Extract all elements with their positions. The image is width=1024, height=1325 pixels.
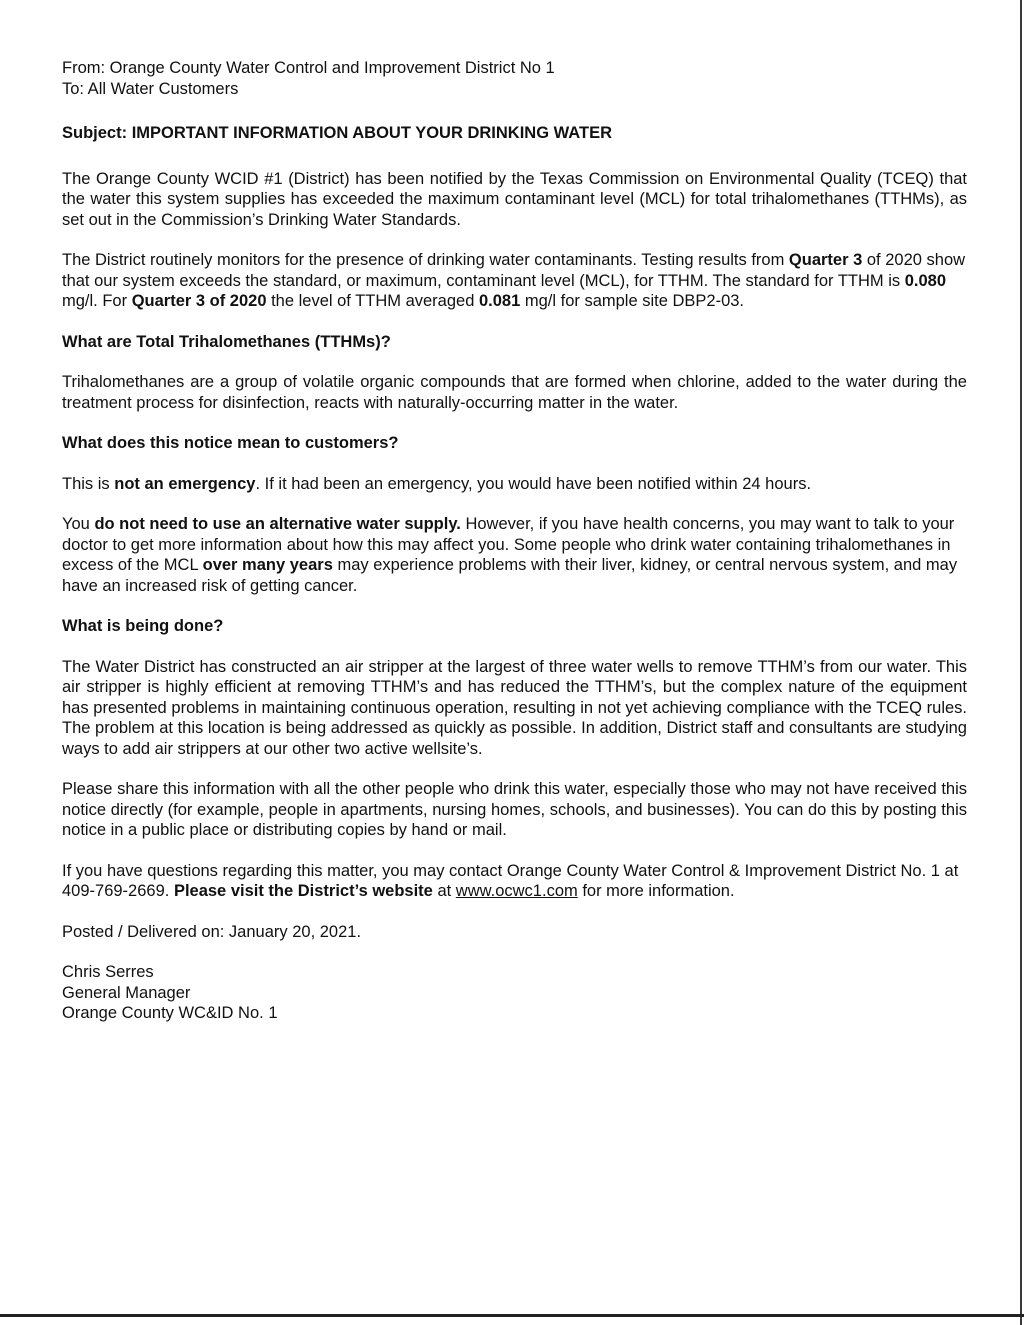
scan-edge-line [1020,0,1022,1325]
health-text-1: You [62,515,95,533]
testing-text-5: mg/l for sample site DBP2-03. [520,292,745,310]
notice-document [62,58,967,1024]
measured-value: 0.081 [478,292,521,310]
emergency-text-1: This is [62,474,115,493]
from-line: From: Orange County Water Control and Improvement District No 1 [62,59,555,77]
signature-block [62,962,967,1024]
signer-org: Orange County WC&ID No. 1 [62,1004,278,1022]
contact-paragraph [62,861,967,902]
to-line: To: All Water Customers [62,79,239,98]
contact-text-2: at [432,882,456,900]
not-emergency-emphasis: not an emergency [114,474,256,493]
posted-date: Posted / Delivered on: January 20, 2021. [62,922,362,941]
testing-text-3: mg/l. For [62,292,132,310]
standard-value: 0.080 [904,271,947,290]
heading-being-done: What is being done? [62,617,224,635]
intro-paragraph: The Orange County WCID #1 (District) has been notified by the Texas Commission on Environmental Quality (TCEQ) that the water this system supplies has exceeded the maximum contaminant level (MCL) for total trihalomethanes (TTHMs), as set out in the Commission’s Drinking Water Standards. [62,169,967,229]
contact-text-3: for more information. [577,882,735,900]
subject-label: Subject: [62,124,128,142]
signer-title: General Manager [62,983,191,1002]
tthm-paragraph: Trihalomethanes are a group of volatile organic compounds that are formed when chlorine, added to the water during the treatment process for disinfection, reacts with naturally-occurring matter in the water. [62,373,967,412]
heading-customers: What does this notice mean to customers? [62,434,399,452]
emergency-text-2: . If it had been an emergency, you would have been notified within 24 hours. [255,474,812,493]
scan-bottom-line [0,1314,1024,1317]
subject-text: IMPORTANT INFORMATION ABOUT YOUR DRINKING WATER [131,124,612,142]
share-paragraph: Please share this information with all the other people who drink this water, especially those who may not have received this notice directly (for example, people in apartments, nursing homes, schools, and businesses). You can do this by posting this notice in a public place or distributing copies by hand or mail. [62,780,967,839]
contact-text-1: If you have questions regarding this matter, you may contact Orange County Water Control & Improvement District No. 1 at 409-769-2669. [62,861,959,900]
quarter-emphasis: Quarter 3 [788,251,863,269]
quarter-year-emphasis: Quarter 3 of 2020 [131,292,267,310]
testing-paragraph [62,250,967,312]
heading-tthm: What are Total Trihalomethanes (TTHMs)? [62,332,391,351]
testing-text-1: The District routinely monitors for the presence of drinking water contaminants. Testing results from [62,251,789,269]
website-emphasis: Please visit the District’s website [173,882,433,900]
testing-text-4: the level of TTHM averaged [266,292,479,310]
testing-text-2: of 2020 show that our system exceeds the standard, or maximum, contaminant level (MCL), for TTHM. The standard for TTHM is [62,251,966,290]
over-many-years-emphasis: over many years [202,556,333,574]
signer-name: Chris Serres [62,963,154,981]
action-paragraph: The Water District has constructed an air stripper at the largest of three water wells to remove TTHM’s from our water. This air stripper is highly efficient at removing TTHM’s and has reduced the TTHM’s, but the complex nature of the equipment has presented problems in maintaining continuous operation, resulting in not yet achieving compliance with the TCEQ rules. The problem at this location is being addressed as quickly as possible. In addition, District staff and consultants are studying ways to add air strippers at our other two active wellsite’s. [62,657,967,758]
health-text-2: However, if you have health concerns, you may want to talk to your doctor to get more information about how this may affect you. Some people who drink water containing trihalomethanes in excess of the MCL [62,515,955,574]
emergency-paragraph [62,474,967,495]
health-text-3: may experience problems with their liver, kidney, or central nervous system, and may have an increased risk of getting cancer. [62,556,958,595]
website-link[interactable]: www.ocwc1.com [455,882,578,900]
health-paragraph [62,514,967,596]
subject-line [62,123,967,144]
alt-supply-emphasis: do not need to use an alternative water supply. [94,515,461,533]
